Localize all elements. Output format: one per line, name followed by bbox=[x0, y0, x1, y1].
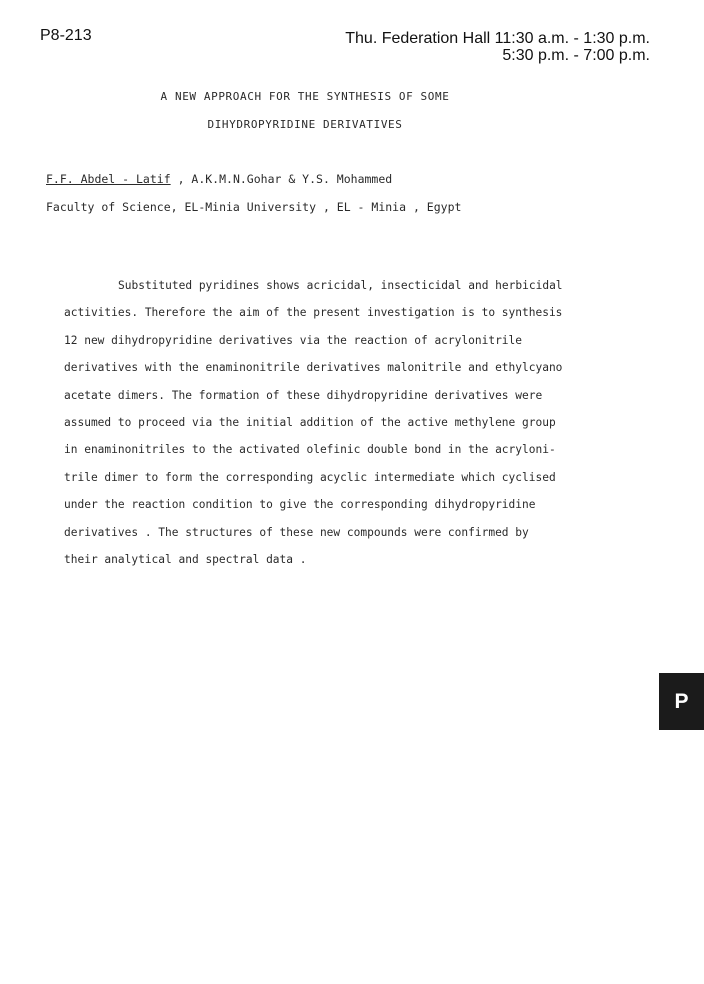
abstract-line: derivatives . The structures of these new compounds were confirmed by bbox=[64, 525, 529, 539]
section-tab: P bbox=[659, 673, 704, 730]
presenting-author: F.F. Abdel - Latif bbox=[46, 172, 171, 186]
abstract-line: derivatives with the enaminonitrile derivatives malonitrile and ethylcyano bbox=[64, 361, 563, 375]
abstract-line: activities. Therefore the aim of the present investigation is to synthesis bbox=[64, 306, 563, 320]
abstract-body bbox=[64, 272, 644, 573]
abstract-line: acetate dimers. The formation of these dihydropyridine derivatives were bbox=[64, 388, 543, 402]
session-schedule-line-1: Thu. Federation Hall 11:30 a.m. - 1:30 p.m. bbox=[345, 30, 650, 47]
abstract-title-line-1: A NEW APPROACH FOR THE SYNTHESIS OF SOME bbox=[160, 90, 450, 103]
affiliation: Faculty of Science, EL-Minia University , EL - Minia , Egypt bbox=[46, 200, 462, 214]
authors bbox=[46, 172, 392, 186]
abstract-line: in enaminonitriles to the activated olefinic double bond in the acryloni- bbox=[64, 443, 556, 457]
abstract-line: assumed to proceed via the initial addition of the active methylene group bbox=[64, 416, 556, 430]
co-authors: , A.K.M.N.Gohar & Y.S. Mohammed bbox=[177, 172, 393, 186]
abstract-line: their analytical and spectral data . bbox=[64, 553, 307, 567]
abstract-line: under the reaction condition to give the corresponding dihydropyridine bbox=[64, 498, 536, 512]
abstract-code: P8-213 bbox=[40, 27, 92, 44]
abstract-title-line-2: DIHYDROPYRIDINE DERIVATIVES bbox=[207, 118, 403, 131]
abstract-line: Substituted pyridines shows acricidal, insecticidal and herbicidal bbox=[118, 279, 563, 292]
abstract-line: trile dimer to form the corresponding acyclic intermediate which cyclised bbox=[64, 470, 556, 484]
session-schedule-line-2: 5:30 p.m. - 7:00 p.m. bbox=[502, 47, 650, 64]
abstract-line: 12 new dihydropyridine derivatives via the reaction of acrylonitrile bbox=[64, 333, 523, 347]
